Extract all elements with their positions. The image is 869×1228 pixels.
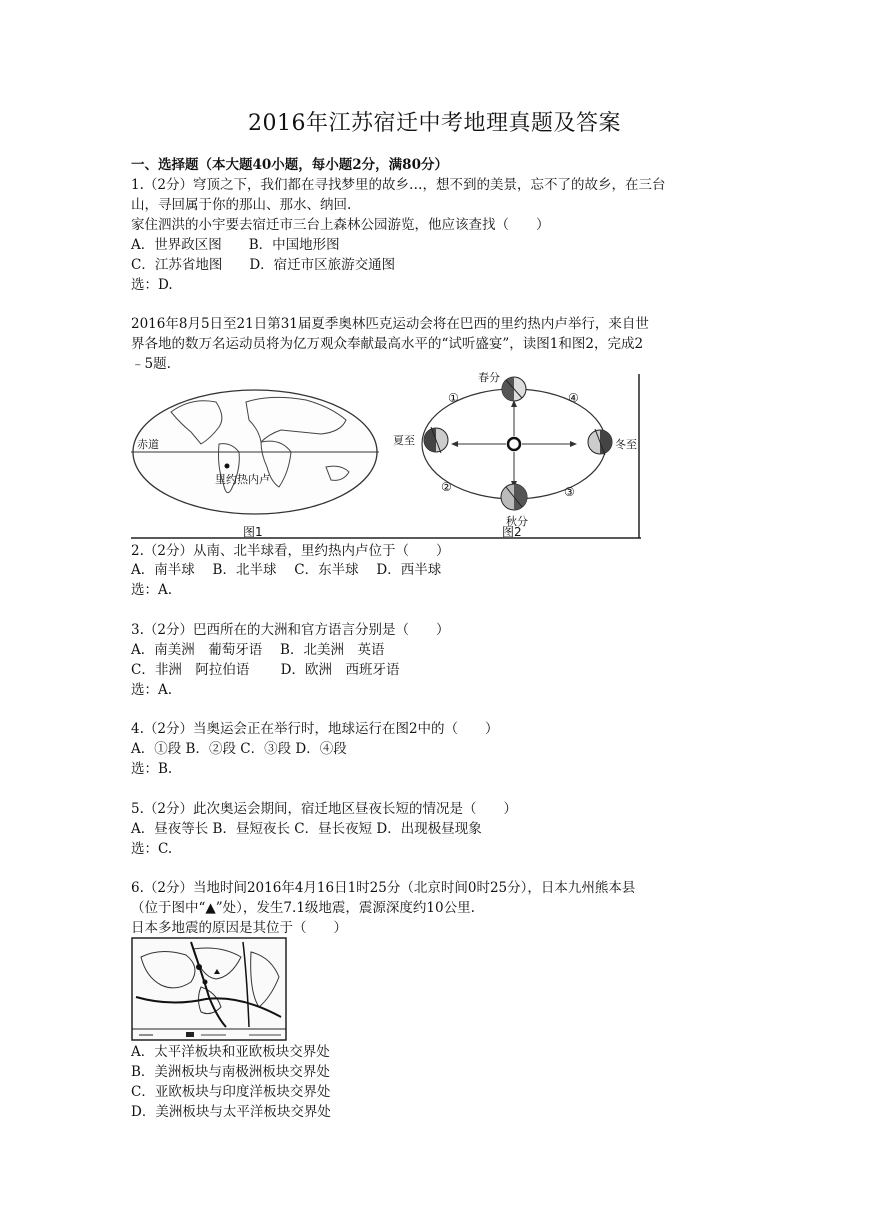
segment-3-label: ③ xyxy=(564,485,575,499)
q4-stem: 4.（2分）当奥运会正在举行时，地球运行在图2中的（ ） xyxy=(131,721,499,737)
q6-option-d: D．美洲板块与太平洋板块交界处 xyxy=(131,1104,331,1120)
q6-stem-line3: 日本多地震的原因是其位于（ ） xyxy=(131,920,347,936)
q6-stem-line1: 6.（2分）当地时间2016年4月16日1时25分（北京时间0时25分），日本九州熊本县 xyxy=(131,880,636,896)
intro-line3: ﹣5题. xyxy=(131,356,171,372)
figure-1-2 xyxy=(131,372,643,542)
q4-answer: 选：B. xyxy=(131,761,173,777)
q3-options-line1: A．南美洲 葡萄牙语 B．北美洲 英语 xyxy=(131,642,385,658)
segment-1-label: ① xyxy=(448,391,459,405)
q6-option-b: B．美洲板块与南极洲板块交界处 xyxy=(131,1064,330,1080)
q2-options: A．南半球 B．北半球 C．东半球 D．西半球 xyxy=(131,562,442,578)
segment-2-label: ② xyxy=(441,480,452,494)
earth-winter-icon xyxy=(588,429,612,455)
q5-options: A．昼夜等长 B．昼短夜长 C．昼长夜短 D．出现极昼现象 xyxy=(131,821,482,837)
q6-option-a: A．太平洋板块和亚欧板块交界处 xyxy=(131,1044,330,1060)
q5-answer: 选：C. xyxy=(131,841,173,857)
q1-stem-line1: 1.（2分）穹顶之下，我们都在寻找梦里的故乡…，想不到的美景，忘不了的故乡，在三台 xyxy=(131,177,666,193)
section-heading: 一、选择题（本大题40小题，每小题2分，满80分） xyxy=(131,157,448,173)
segment-4-label: ④ xyxy=(568,391,579,405)
q1-options-line1: A．世界政区图 B．中国地形图 xyxy=(131,237,340,253)
q2-stem: 2.（2分）从南、北半球看，里约热内卢位于（ ） xyxy=(131,543,450,559)
earth-autumn-icon xyxy=(501,484,527,510)
page-title: 2016年江苏宿迁中考地理真题及答案 xyxy=(248,111,621,136)
q2-answer: 选：A. xyxy=(131,582,173,598)
summer-label: 夏至 xyxy=(393,434,415,447)
q1-stem-line3: 家住泗洪的小宇要去宿迁市三台上森林公园游览，他应该查找（ ） xyxy=(131,217,550,233)
figure2-orbit-diagram xyxy=(393,372,637,539)
plate-map-figure xyxy=(131,937,287,1041)
q4-options: A．①段 B．②段 C．③段 D．④段 xyxy=(131,741,347,757)
rio-marker xyxy=(225,464,230,469)
winter-label: 冬至 xyxy=(615,438,637,451)
earth-summer-icon xyxy=(424,427,448,453)
spring-label: 春分 xyxy=(478,372,500,384)
q1-answer: 选：D. xyxy=(131,277,173,293)
q1-options-line2: C．江苏省地图 D．宿迁市区旅游交通图 xyxy=(131,257,396,273)
q6-stem-line2: （位于图中“▲”处），发生7.1级地震，震源深度约10公里. xyxy=(131,900,475,916)
q3-options-line2: C．非洲 阿拉伯语 D．欧洲 西班牙语 xyxy=(131,662,400,678)
figure1-caption: 图1 xyxy=(243,525,263,539)
q5-stem: 5.（2分）此次奥运会期间，宿迁地区昼夜长短的情况是（ ） xyxy=(131,801,517,817)
rio-label: 里约热内卢 xyxy=(215,473,270,486)
q3-stem: 3.（2分）巴西所在的大洲和官方语言分别是（ ） xyxy=(131,622,450,638)
figure2-caption: 图2 xyxy=(502,525,522,539)
sun-icon xyxy=(508,438,520,450)
intro-line2: 界各地的数万名运动员将为亿万观众奉献最高水平的“试听盛宴”，读图1和图2，完成2 xyxy=(131,336,644,352)
intro-line1: 2016年8月5日至21日第31届夏季奥林匹克运动会将在巴西的里约热内卢举行，来自世 xyxy=(131,316,649,332)
figure1-world-map xyxy=(131,390,379,539)
q6-option-c: C．亚欧板块与印度洋板块交界处 xyxy=(131,1084,331,1100)
autumn-label: 秋分 xyxy=(506,515,528,528)
equator-label: 赤道 xyxy=(137,438,159,451)
q1-stem-line2: 山，寻回属于你的那山、那水、纳回. xyxy=(131,197,352,213)
q3-answer: 选：A. xyxy=(131,682,173,698)
earth-spring-icon xyxy=(502,377,526,401)
